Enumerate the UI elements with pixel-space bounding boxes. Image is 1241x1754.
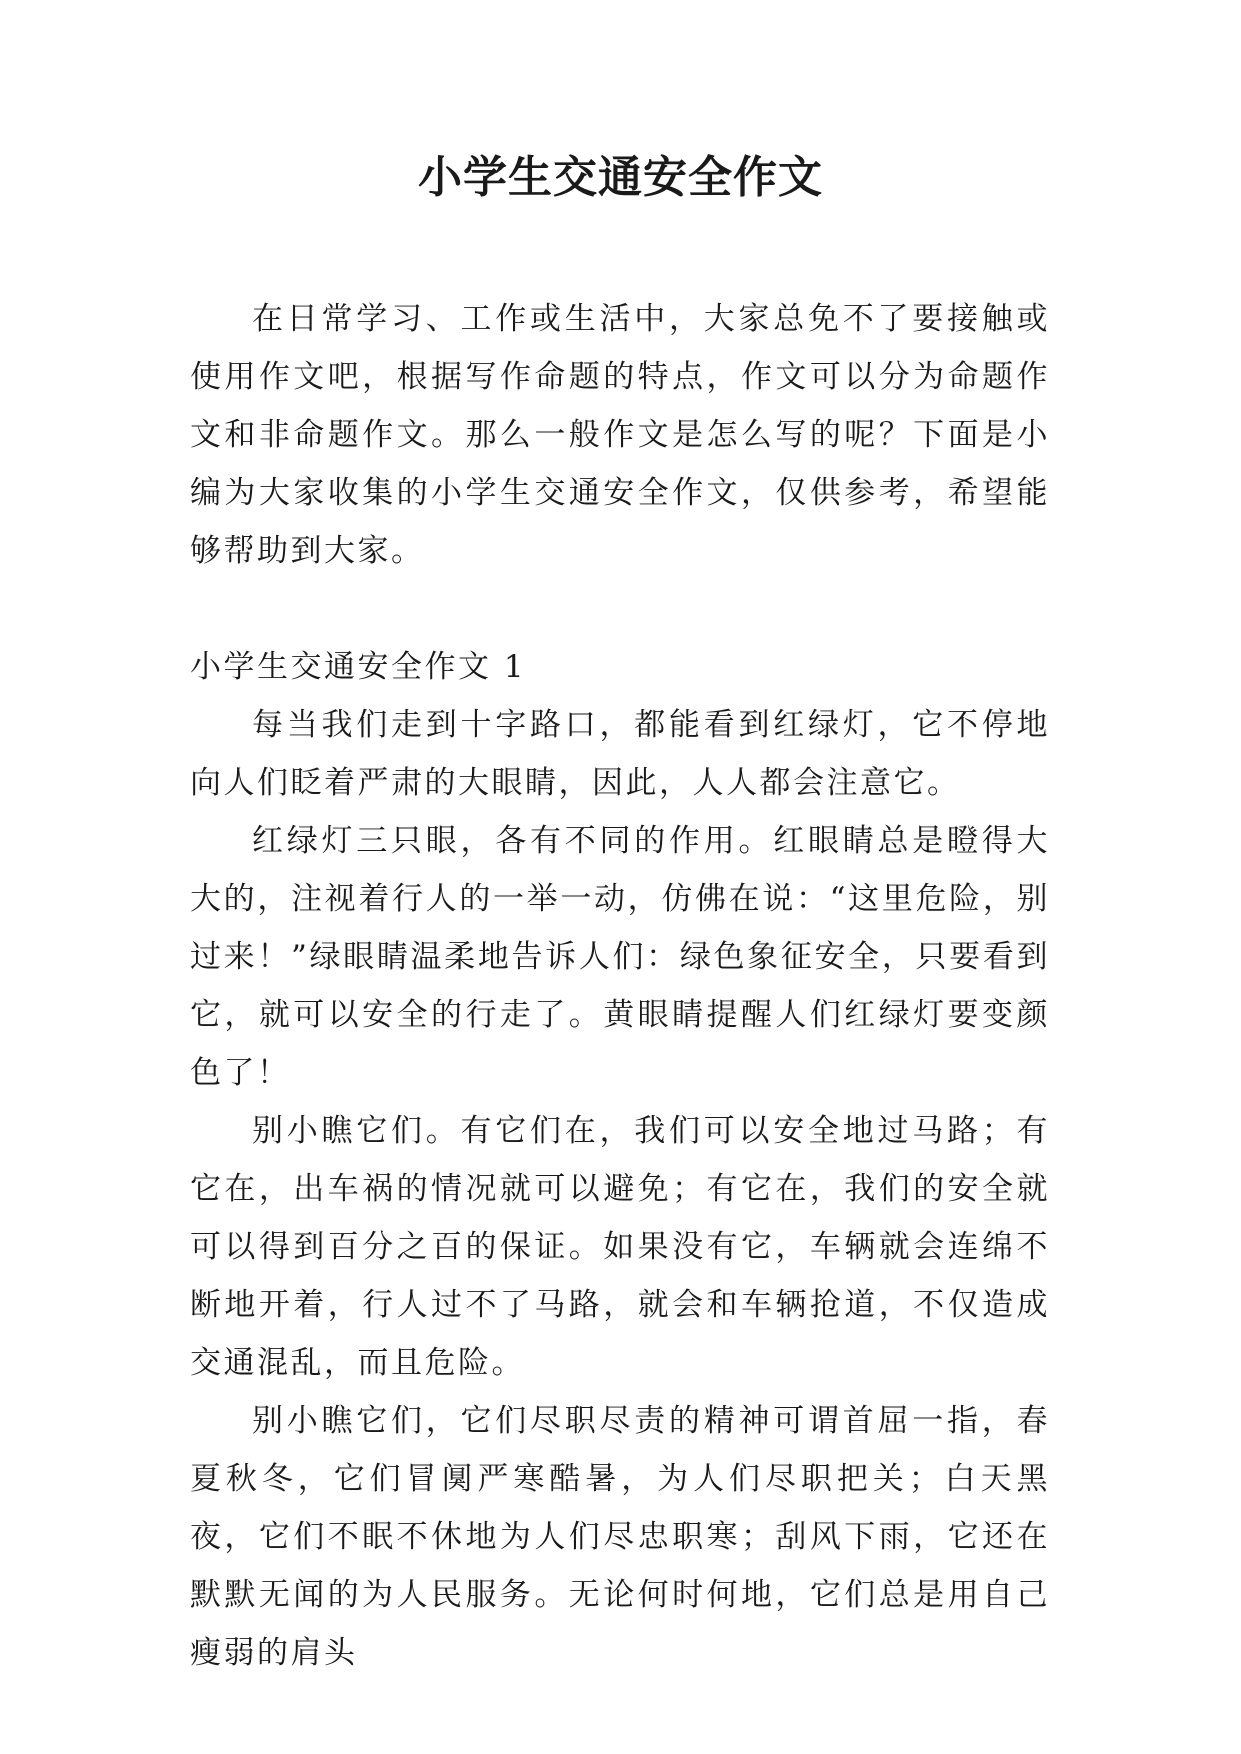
body-paragraph-3: 别小瞧它们。有它们在，我们可以安全地过马路；有它在，出车祸的情况就可以避免；有它在，我们的安全就可以得到百分之百的保证。如果没有它，车辆就会连绵不断地开着，行人过不了马路，就会和车辆抢道，不仅造成交通混乱，而且危险。 [190,1113,1050,1381]
body-paragraph-4: 别小瞧它们，它们尽职尽责的精神可谓首屈一指，春夏秋冬，它们冒阒严寒酷暑，为人们尽职把关；白天黑夜，它们不眠不休地为人们尽忠职寒；刮风下雨，它还在默默无闻的为人民服务。无论何时何地，它们总是用自己瘦弱的肩头 [190,1403,1050,1671]
intro-paragraph: 在日常学习、工作或生活中，大家总免不了要接触或使用作文吧，根据写作命题的特点，作文可以分为命题作文和非命题作文。那么一般作文是怎么写的呢？下面是小编为大家收集的小学生交通安全作文，仅供参考，希望能够帮助到大家。 [190,301,1050,569]
body-paragraph-1: 每当我们走到十字路口，都能看到红绿灯，它不停地向人们眨着严肃的大眼睛，因此，人人都会注意它。 [190,707,1050,801]
paragraph-spacer [190,580,1050,638]
section-heading: 小学生交通安全作文 1 [190,649,527,685]
document-body [190,290,1050,1682]
document-title: 小学生交通安全作文 [418,152,823,203]
body-paragraph-2: 红绿灯三只眼，各有不同的作用。红眼睛总是瞪得大大的，注视着行人的一举一动，仿佛在说：“这里危险，别过来！”绿眼睛温柔地告诉人们：绿色象征安全，只要看到它，就可以安全的行走了。黄眼睛提醒人们红绿灯要变颜色了！ [190,823,1050,1091]
